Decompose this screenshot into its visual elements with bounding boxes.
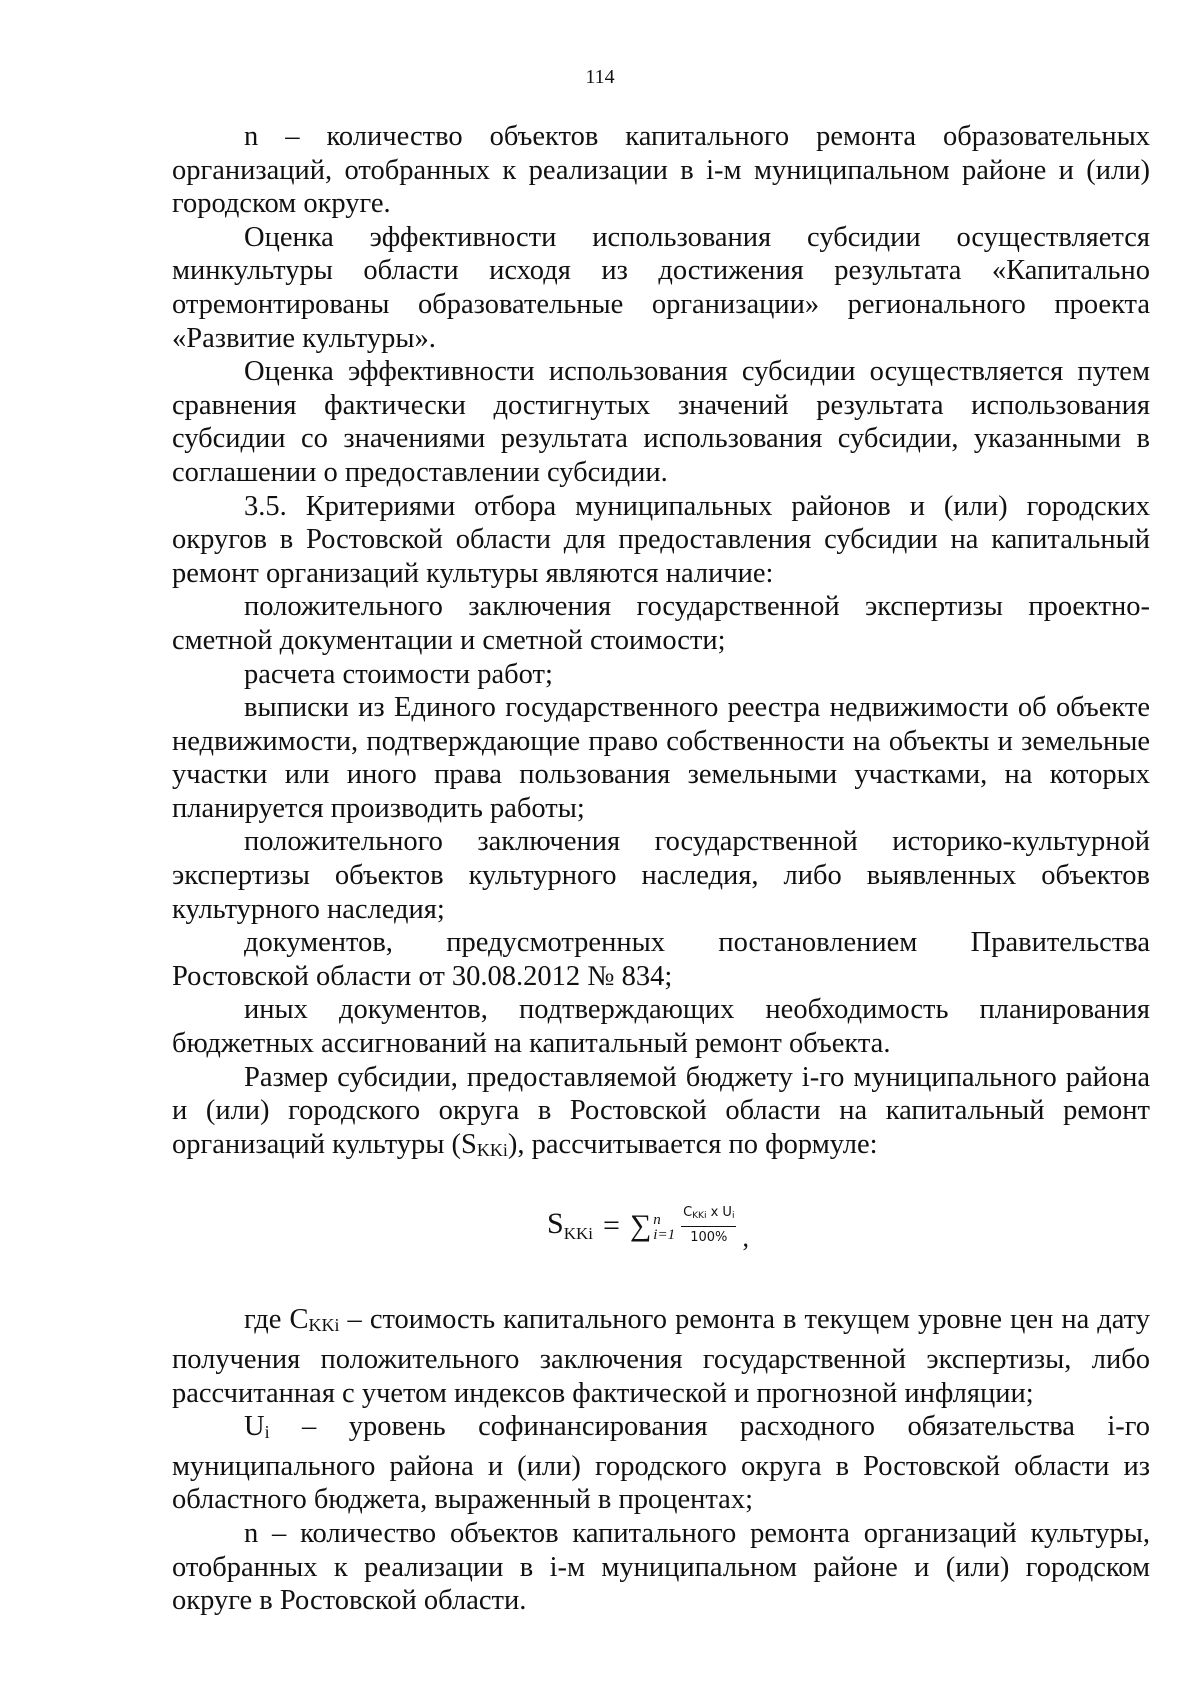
paragraph-subsidy-size — [172, 1061, 1150, 1168]
paragraph-n-definition-culture: n – количество объектов капитального ремонта организаций культуры, отобранных к реализации в i-м муниципальном районе и (или) городском округе в Ростовской области. — [172, 1517, 1150, 1617]
paragraph-efficiency-comparison: Оценка эффективности использования субсидии осуществляется путем сравнения фактически достигнутых значений результата использования субсидии со значениями результата использования субсидии, указанными в соглашении о предоставлении субсидии. — [172, 356, 1150, 488]
paragraph-criterion-other-documents: иных документов, подтверждающих необходимость планирования бюджетных ассигнований на капитальный ремонт объекта. — [172, 994, 1150, 1060]
paragraph-where-cost: где CKKi – стоимость капитального ремонта в текущем уровне цен на дату получения положительного заключения государственной экспертизы, либо рассчитанная с учетом индексов фактической и прогнозной инфляции; — [172, 1304, 1151, 1409]
paragraph-criterion-calculation: расчета стоимости работ; — [244, 658, 553, 690]
page-number: 114 — [585, 66, 615, 88]
formula-numerator: CKKi x Ui — [681, 1205, 736, 1227]
paragraph-criterion-registry-extract: выписки из Единого государственного реестра недвижимости об объекте недвижимости, подтверждающие право собственности на объекты и земельные участки или иного права пользования земельными участками, на которых планируется производить работы; — [172, 692, 1150, 824]
formula-sum-symbol: ∑ — [629, 1208, 652, 1242]
subsidy-formula — [547, 1205, 749, 1252]
subsidy-size-subscript: KKi — [476, 1139, 508, 1160]
paragraph-criterion-expertise: положительного заключения государственной экспертизы проектно-сметной документации и сметной стоимости; — [172, 591, 1150, 656]
cost-subscript: KKi — [308, 1315, 340, 1336]
paragraph-criterion-government-documents: документов, предусмотренных постановлением Правительства Ростовской области от 30.08.2012 № 834; — [172, 927, 1150, 992]
formula-sum-limits — [653, 1213, 675, 1243]
formula-sum-upper: n — [653, 1211, 661, 1228]
formula-equals: = — [602, 1208, 620, 1242]
paragraph-cofinancing-level: Ui – уровень софинансирования расходного обязательства i-го муниципального района и (или) городского округа в Ростовской области из областного бюджета, выраженный в процентах; — [172, 1411, 1150, 1516]
subsidy-size-text-after: ), рассчитывается по формуле: — [507, 1128, 878, 1160]
formula-sum-lower: i=1 — [653, 1226, 676, 1243]
cofinancing-subscript: i — [264, 1422, 270, 1443]
subsidy-size-text-before: Размер субсидии, предоставляемой бюджету i-го муниципального района и (или) городского округа в Ростовской области на капитальный ремонт организаций культуры (S — [172, 1061, 1150, 1160]
document-body — [172, 120, 1150, 1618]
formula-fraction — [681, 1205, 736, 1246]
paragraph-criterion-heritage-expertise: положительного заключения государственной историко-культурной экспертизы объектов культурного наследия, либо выявленных объектов культурного наследия; — [172, 826, 1150, 925]
formula-block — [172, 1167, 1150, 1303]
formula-lhs: $S_{KKi}$ — [547, 1207, 593, 1244]
paragraph-n-definition-education: n – количество объектов капитального ремонта образовательных организаций, отобранных к реализации в i-м муниципальном районе и (или) городском округе. — [172, 121, 1150, 220]
formula-denominator: 100% — [690, 1230, 728, 1246]
paragraph-efficiency-assessment: Оценка эффективности использования субсидии осуществляется минкультуры области исходя из достижения результата «Капитально отремонтированы образовательные организации» регионального проекта «Развитие культуры». — [172, 221, 1150, 354]
formula-comma: , — [742, 1222, 749, 1252]
paragraph-selection-criteria: 3.5. Критериями отбора муниципальных районов и (или) городских округов в Ростовской области для предоставления субсидии на капитальный ремонт организаций культуры являются наличие: — [172, 490, 1150, 589]
